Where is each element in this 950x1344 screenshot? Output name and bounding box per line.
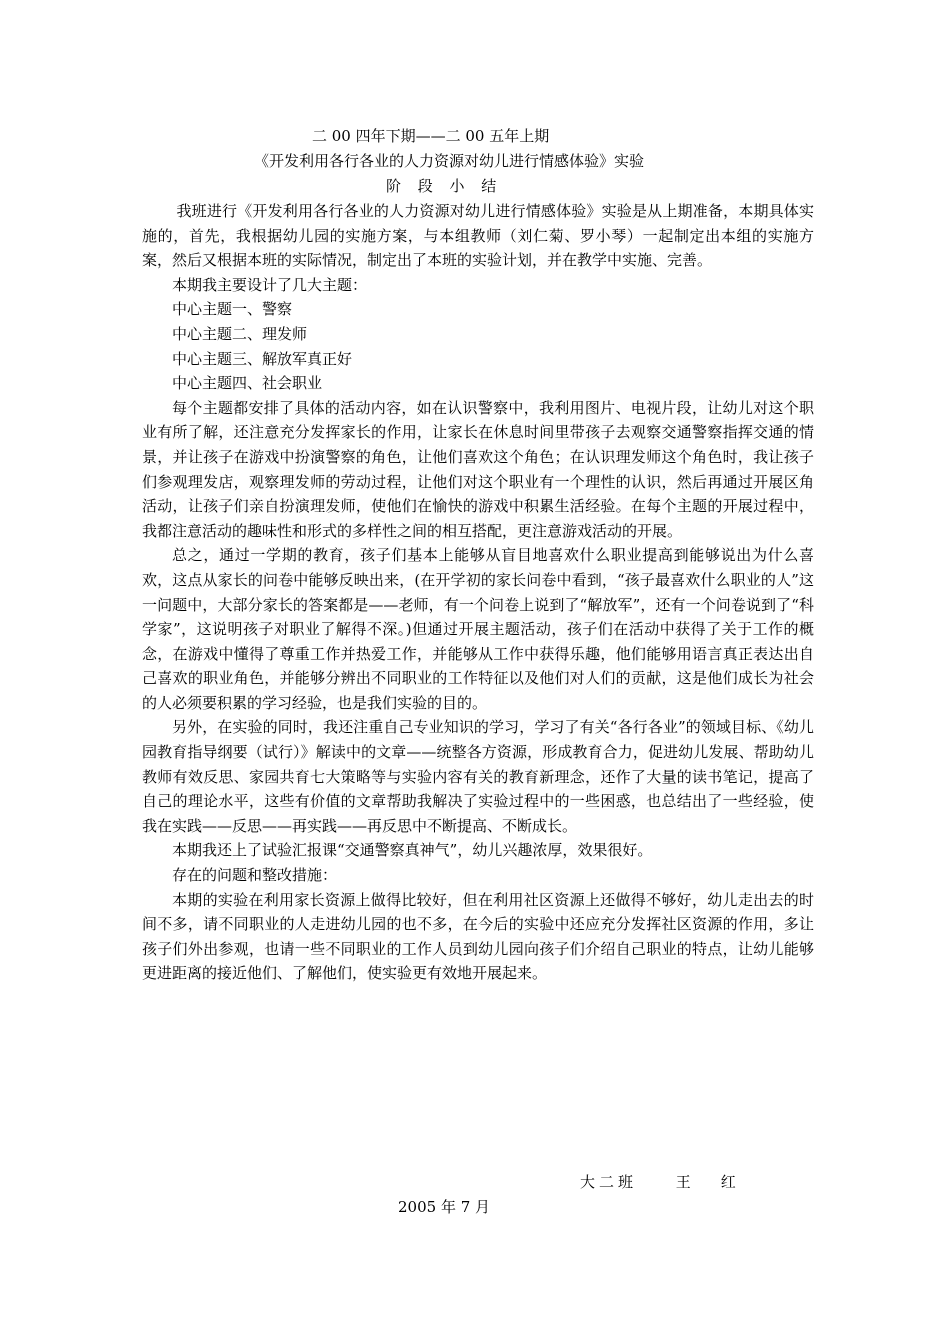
study-paragraph: 另外，在实验的同时，我还注重自己专业知识的学习，学习了有关“各行各业”的领域目标、《幼儿园教育指导纲要（试行）》解读中的文章——统整各方资源，形成教育合力，促进幼儿发展、帮助幼儿教师有效反思、家园共育七大策略等与实验内容有关的教育新理念，还作了大量的读书笔记，提高了自己的理论水平，这些有价值的文章帮助我解决了实验过程中的一些困惑，也总结出了一些经验，使我在实践——反思——再实践——再反思中不断提高、不断成长。 xyxy=(142,718,814,835)
signature-line xyxy=(580,1170,766,1194)
theme-item: 中心主题三、解放军真正好 xyxy=(172,349,353,368)
problems-paragraph: 本期的实验在利用家长资源上做得比较好，但在利用社区资源上还做得不够好，幼儿走出去的时间不多，请不同职业的人走进幼儿园的也不多，在今后的实验中还应充分发挥社区资源的作用，多让孩子们外出参观，也请一些不同职业的工作人员到幼儿园向孩子们介绍自己职业的特点，让幼儿能够更进距离的接近他们、了解他们，使实验更有效地开展起来。 xyxy=(142,890,814,983)
intro-paragraph: 我班进行《开发利用各行各业的人力资源对幼儿进行情感体验》实验是从上期准备，本期具体实施的，首先，我根据幼儿园的实施方案，与本组教师（刘仁菊、罗小琴）一起制定出本组的实施方案，然后又根据本班的实际情况，制定出了本班的实验计划，并在教学中实施、完善。 xyxy=(142,202,814,270)
theme-item: 中心主题二、理发师 xyxy=(172,324,308,343)
report-body xyxy=(142,199,814,986)
theme-item: 中心主题一、警察 xyxy=(172,300,293,319)
period-heading: 二 00 四年下期——二 00 五年上期 xyxy=(312,127,550,145)
report-subtitle: 阶 段 小 结 xyxy=(386,177,503,195)
summary-paragraph: 总之，通过一学期的教育，孩子们基本上能够从盲目地喜欢什么职业提高到能够说出为什么喜欢，这点从家长的问卷中能够反映出来，(在开学初的家长问卷中看到，“孩子最喜欢什么职业的人”这一问题中，大部分家长的答案都是——老师，有一个问卷上说到了“解放军”，还有一个问卷说到了“科学家”，这说明孩子对职业了解得不深。)但通过开展主题活动，孩子们在活动中获得了关于工作的概念，在游戏中懂得了尊重工作并热爱工作，并能够从工作中获得乐趣，他们能够用语言真正表达出自己喜欢的职业角色，并能够分辨出不同职业的工作特征以及他们对人们的贡献，这是他们成长为社会的人必须要积累的学习经验，也是我们实验的目的。 xyxy=(142,546,814,712)
themes-heading: 本期我主要设计了几大主题： xyxy=(172,275,368,294)
author-name: 王红 xyxy=(675,1173,766,1191)
experiment-title: 《开发利用各行各业的人力资源对幼儿进行情感体验》实验 xyxy=(254,152,645,170)
theme-item: 中心主题四、社会职业 xyxy=(172,374,323,393)
problems-heading: 存在的问题和整改措施： xyxy=(172,866,338,885)
activities-paragraph: 每个主题都安排了具体的活动内容，如在认识警察中，我利用图片、电视片段，让幼儿对这个职业有所了解，还注意充分发挥家长的作用，让家长在休息时间里带孩子去观察交通警察指挥交通的情景，并让孩子在游戏中扮演警察的角色，让他们喜欢这个角色；在认识理发师这个角色时，我让孩子们参观理发店，观察理发师的劳动过程，让他们对这个职业有一个理性的认识，然后再通过开展区角活动，让孩子们亲自扮演理发师，使他们在愉快的游戏中积累生活经验。在每个主题的开展过程中，我都注意活动的趣味性和形式的多样性之间的相互搭配，更注意游戏活动的开展。 xyxy=(142,398,814,540)
report-date: 2005 年 7 月 xyxy=(398,1198,491,1216)
report-class-paragraph: 本期我还上了试验汇报课“交通警察真神气”，幼儿兴趣浓厚，效果很好。 xyxy=(172,841,653,860)
class-name: 大二班 xyxy=(580,1173,638,1191)
